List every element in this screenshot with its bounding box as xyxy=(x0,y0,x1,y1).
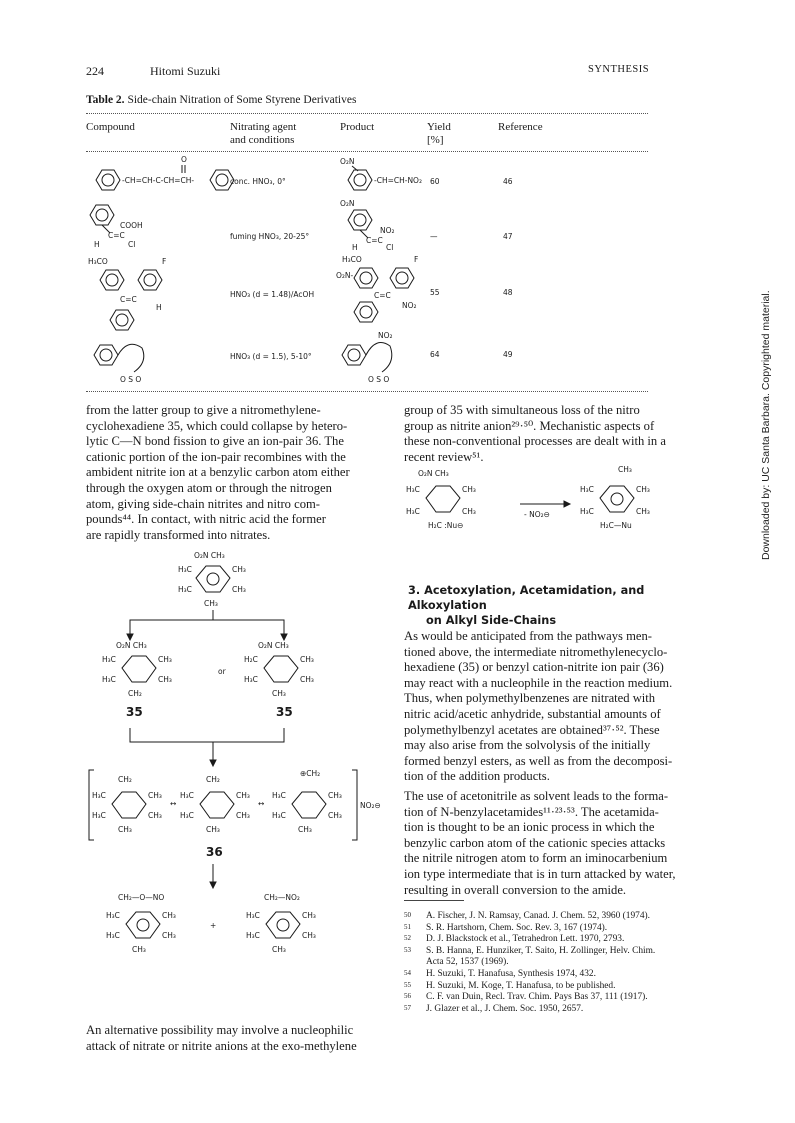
svg-text:H₃C: H₃C xyxy=(406,507,420,516)
reference-number: 50 xyxy=(404,911,411,919)
text-line: the nitrile nitrogen atom to form an iminocarbenium xyxy=(404,851,668,866)
svg-text:H: H xyxy=(352,243,358,252)
right-paragraph-1 xyxy=(404,403,704,465)
col-header-product: Product xyxy=(340,121,375,133)
row4-compound-structure xyxy=(94,344,144,384)
svg-text:CH₃: CH₃ xyxy=(158,675,172,684)
svg-text:C=C: C=C xyxy=(366,236,383,245)
left-paragraph-2 xyxy=(86,1023,386,1054)
svg-text:CH₃: CH₃ xyxy=(232,565,246,574)
row3-reference: 48 xyxy=(503,288,513,297)
compound-35-label-a: 35 xyxy=(126,705,143,719)
svg-text:C=C: C=C xyxy=(120,295,137,304)
svg-text:CH₃: CH₃ xyxy=(636,485,650,494)
compound-35-a-structure xyxy=(102,641,172,698)
svg-text:H₃C: H₃C xyxy=(92,811,106,820)
reference-item xyxy=(404,992,704,1004)
svg-text:O₂N CH₃: O₂N CH₃ xyxy=(418,469,449,478)
reference-number: 57 xyxy=(404,1003,411,1012)
col-header-agent-line1: Nitrating agent xyxy=(230,121,297,133)
svg-text:CH₃: CH₃ xyxy=(148,791,162,800)
svg-text:H₃CO: H₃CO xyxy=(342,255,362,264)
svg-text:CH₃: CH₃ xyxy=(204,599,218,608)
row1-product-structure xyxy=(340,157,422,190)
svg-text:Cl: Cl xyxy=(128,240,136,249)
row1-reference: 46 xyxy=(503,177,513,186)
svg-text:CH₃: CH₃ xyxy=(148,811,162,820)
reference-item xyxy=(404,923,704,935)
reference-item xyxy=(404,969,704,981)
svg-text:CH₃: CH₃ xyxy=(298,825,312,834)
row1-compound-structure xyxy=(96,155,234,190)
svg-text:H₃C: H₃C xyxy=(106,911,120,920)
row1-yield: 60 xyxy=(430,177,440,186)
svg-text:CH₂: CH₂ xyxy=(128,689,142,698)
svg-text:CH₃: CH₃ xyxy=(158,655,172,664)
svg-text:CH₃: CH₃ xyxy=(302,931,316,940)
svg-text:C=C: C=C xyxy=(108,231,125,240)
svg-text:H₂C :Nu⊖: H₂C :Nu⊖ xyxy=(428,521,464,530)
svg-text:-CH=CH-C-CH=CH-: -CH=CH-C-CH=CH- xyxy=(122,176,195,185)
svg-text:Cl: Cl xyxy=(386,243,394,252)
col-header-yield-line2: [%] xyxy=(427,134,444,146)
text-line: resulting in overall conversion to the amide. xyxy=(404,882,627,897)
svg-text:CH₃: CH₃ xyxy=(302,911,316,920)
svg-text:CH₃: CH₃ xyxy=(162,931,176,940)
journal-name: SYNTHESIS xyxy=(588,64,650,75)
table-structures-figure xyxy=(86,150,656,390)
nitro-product-structure xyxy=(246,893,316,954)
row4-reference: 49 xyxy=(503,350,513,359)
row4-conditions: HNO₃ (d = 1.5), 5-10° xyxy=(230,352,312,361)
svg-text:COOH: COOH xyxy=(120,221,143,230)
svg-text:H₃C: H₃C xyxy=(246,911,260,920)
svg-text:H₃C: H₃C xyxy=(406,485,420,494)
svg-text:CH₃: CH₃ xyxy=(328,811,342,820)
row3-compound-structure xyxy=(88,257,166,330)
text-line: pounds⁴⁴. In contact, with nitric acid the former xyxy=(86,512,326,527)
reference-text: S. R. Hartshorn, Chem. Soc. Rev. 3, 167 (1974). xyxy=(426,922,608,933)
svg-text:F: F xyxy=(162,257,167,266)
text-line: The use of acetonitrile as solvent leads to the forma- xyxy=(404,789,669,803)
page-number: 224 xyxy=(86,64,104,78)
svg-text:CH₃: CH₃ xyxy=(636,507,650,516)
svg-text:O₂N CH₃: O₂N CH₃ xyxy=(194,551,225,560)
svg-text:H₃C: H₃C xyxy=(246,931,260,940)
text-line: through the oxygen atom or through the nitrogen xyxy=(86,480,332,495)
svg-text:CH₃: CH₃ xyxy=(272,945,286,954)
svg-text:↔: ↔ xyxy=(170,799,177,808)
svg-text:H: H xyxy=(94,240,100,249)
compound-36-label: 36 xyxy=(206,845,223,859)
table-caption-text: Side-chain Nitration of Some Styrene Derivatives xyxy=(127,94,357,106)
row4-product-structure xyxy=(342,331,393,384)
table-bottom-rule xyxy=(86,391,648,392)
elimination-reaction-figure xyxy=(404,462,714,572)
reference-text: H. Suzuki, M. Koge, T. Hanafusa, to be published. xyxy=(426,980,616,991)
col-header-reference: Reference xyxy=(498,121,543,133)
row2-compound-structure xyxy=(90,205,143,249)
reference-text: S. B. Hanna, E. Hunziker, T. Saito, H. Zollinger, Helv. Chim. xyxy=(426,945,656,956)
svg-text:O₂N CH₃: O₂N CH₃ xyxy=(258,641,289,650)
reference-item xyxy=(404,911,704,923)
col-header-agent xyxy=(230,121,296,147)
reference-text: H. Suzuki, T. Hanafusa, Synthesis 1974, 432. xyxy=(426,968,596,979)
table-caption xyxy=(86,94,356,106)
reference-item xyxy=(404,934,704,946)
col-header-agent-line2: and conditions xyxy=(230,134,295,146)
svg-text:H₃C: H₃C xyxy=(580,507,594,516)
svg-text:H₃C: H₃C xyxy=(102,675,116,684)
svg-text:O S O: O S O xyxy=(120,375,142,384)
svg-text:H₃C: H₃C xyxy=(180,791,194,800)
section-heading xyxy=(408,583,718,628)
svg-text:NO₂: NO₂ xyxy=(378,331,393,340)
text-line: atom, giving side-chain nitrites and nitro com- xyxy=(86,496,320,511)
svg-text:H₃C: H₃C xyxy=(178,565,192,574)
section-heading-line2: on Alkyl Side-Chains xyxy=(426,614,557,627)
text-line: these non-conventional processes are dealt with in a xyxy=(404,434,666,449)
ion-pair-36-structure xyxy=(89,769,381,840)
text-line: As would be anticipated from the pathways men- xyxy=(404,629,652,643)
svg-text:H₂C—Nu: H₂C—Nu xyxy=(600,521,632,530)
svg-text:CH₃: CH₃ xyxy=(300,675,314,684)
col-header-compound: Compound xyxy=(86,121,135,133)
row3-conditions: HNO₃ (d = 1.48)/AcOH xyxy=(230,290,315,299)
svg-text:O: O xyxy=(181,155,187,164)
row2-reference: 47 xyxy=(503,232,513,241)
svg-text:C=C: C=C xyxy=(374,291,391,300)
text-line: ambident nitrite ion at a benzylic carbon atom either xyxy=(86,465,350,480)
svg-text:O₂N: O₂N xyxy=(340,199,355,208)
svg-text:CH₃: CH₃ xyxy=(300,655,314,664)
reference-text: J. Glazer et al., J. Chem. Soc. 1950, 2657. xyxy=(426,1003,584,1014)
row1-conditions: conc. HNO₃, 0° xyxy=(230,177,286,186)
download-watermark: Downloaded by: UC Santa Barbara. Copyrighted material. xyxy=(760,290,772,560)
text-line: tion is thought to be an ionic process in which the xyxy=(404,820,655,835)
svg-text:NO₂: NO₂ xyxy=(402,301,417,310)
svg-text:H₃C: H₃C xyxy=(580,485,594,494)
reaction-scheme xyxy=(86,548,386,1018)
svg-text:F: F xyxy=(414,255,419,264)
row3-yield: 55 xyxy=(430,288,440,297)
reference-item xyxy=(404,1004,704,1016)
svg-text:CH₂—NO₂: CH₂—NO₂ xyxy=(264,893,300,902)
row4-yield: 64 xyxy=(430,350,440,359)
substitution-product-structure xyxy=(580,465,650,530)
text-line: benzylic carbon atom of the cationic species attacks xyxy=(404,835,666,850)
reference-number: 54 xyxy=(404,968,411,977)
left-paragraph-1 xyxy=(86,403,386,543)
text-line: tion of N-benzylacetamides¹¹·²³·⁵³. The acetamida- xyxy=(404,804,659,819)
svg-text:NO₂⊖: NO₂⊖ xyxy=(360,801,381,810)
svg-text:CH₃: CH₃ xyxy=(462,485,476,494)
text-line: lytic C—N bond fission to give an ion-pair 36. The xyxy=(86,434,344,449)
text-line: polymethylbenzyl acetates are obtained³⁷·⁵². These xyxy=(404,722,660,737)
reference-text: Acta 52, 1537 (1969). xyxy=(426,957,509,968)
running-author: Hitomi Suzuki xyxy=(150,64,221,78)
reference-number: 52 xyxy=(404,934,411,943)
svg-text:H₃C: H₃C xyxy=(180,811,194,820)
text-line: ion type intermediate that is in turn attacked by water, xyxy=(404,866,676,881)
right-paragraph-2 xyxy=(404,629,704,785)
svg-text:H₃C: H₃C xyxy=(106,931,120,940)
svg-text:H₃CO: H₃CO xyxy=(88,257,108,266)
text-line: attack of nitrate or nitrite anions at the exo-methylene xyxy=(86,1038,357,1053)
svg-text:H: H xyxy=(156,303,162,312)
svg-text:CH₃: CH₃ xyxy=(328,791,342,800)
text-line: tioned above, the intermediate nitromethylenecyclo- xyxy=(404,644,668,659)
compound-35-label-b: 35 xyxy=(276,705,293,719)
arenium-ion-structure xyxy=(178,551,246,608)
text-line: may also arise from the solvolysis of the initially xyxy=(404,738,651,753)
col-header-yield-line1: Yield xyxy=(427,121,451,133)
svg-text:O S O: O S O xyxy=(368,375,390,384)
row3-product-structure xyxy=(336,255,418,322)
svg-text:CH₃: CH₃ xyxy=(236,791,250,800)
svg-text:H₃C: H₃C xyxy=(178,585,192,594)
svg-text:CH₃: CH₃ xyxy=(118,825,132,834)
svg-text:CH₃: CH₃ xyxy=(132,945,146,954)
svg-text:H₃C: H₃C xyxy=(272,811,286,820)
svg-text:H₃C: H₃C xyxy=(102,655,116,664)
references-list xyxy=(404,911,704,1015)
table-top-rule xyxy=(86,113,648,114)
svg-text:CH₃: CH₃ xyxy=(236,811,250,820)
svg-text:O₂N: O₂N xyxy=(340,157,355,166)
row2-product-structure xyxy=(340,199,395,252)
nitrite-ester-structure xyxy=(106,893,176,954)
svg-text:CH₂: CH₂ xyxy=(206,775,220,784)
reference-number: 53 xyxy=(404,945,411,954)
reference-text: A. Fischer, J. N. Ramsay, Canad. J. Chem. 52, 3960 (1974). xyxy=(426,911,650,921)
svg-text:CH₃: CH₃ xyxy=(618,465,632,474)
reference-number: 56 xyxy=(404,992,411,1001)
or-text: or xyxy=(218,667,226,676)
text-line: formed benzyl esters, as well as from the decomposi- xyxy=(404,753,673,768)
text-line: hexadiene (35) or benzyl cation-nitrite ion pair (36) xyxy=(404,660,664,675)
footnote-rule xyxy=(404,900,464,901)
text-line: group of 35 with simultaneous loss of the nitro xyxy=(404,403,640,417)
svg-text:H₂C: H₂C xyxy=(244,655,258,664)
reference-text: D. J. Blackstock et al., Tetrahedron Lett. 1970, 2793. xyxy=(426,934,625,945)
row2-yield: — xyxy=(430,232,438,241)
svg-text:H₃C: H₃C xyxy=(272,791,286,800)
row2-conditions: fuming HNO₃, 20-25° xyxy=(230,232,310,241)
svg-text:⊕CH₂: ⊕CH₂ xyxy=(300,769,321,778)
text-line: group as nitrite anion²⁹·⁵⁰. Mechanistic aspects of xyxy=(404,418,655,433)
text-line: cyclohexadiene 35, which could collapse by hetero- xyxy=(86,418,348,433)
svg-text:H₃C: H₃C xyxy=(92,791,106,800)
svg-text:CH₂: CH₂ xyxy=(118,775,132,784)
reactant-structure xyxy=(406,469,476,530)
svg-text:CH₃: CH₃ xyxy=(206,825,220,834)
text-line: tion of the addition products. xyxy=(404,769,550,784)
reference-number: 51 xyxy=(404,922,411,931)
table-caption-label: Table 2. xyxy=(86,94,125,106)
svg-text:↔: ↔ xyxy=(258,799,265,808)
svg-text:-CH=CH-NO₂: -CH=CH-NO₂ xyxy=(374,176,422,185)
plus-sign: + xyxy=(210,921,217,930)
arrow-label: - NO₂⊖ xyxy=(524,510,550,519)
reference-item xyxy=(404,946,704,958)
compound-35-b-structure xyxy=(244,641,314,698)
svg-text:CH₃: CH₃ xyxy=(232,585,246,594)
section-heading-line1: 3. Acetoxylation, Acetamidation, and Alkoxylation xyxy=(408,584,645,612)
svg-text:NO₂: NO₂ xyxy=(380,226,395,235)
text-line: An alternative possibility may involve a nucleophilic xyxy=(86,1023,354,1037)
reference-item-continued xyxy=(404,957,704,969)
svg-text:O₂N CH₃: O₂N CH₃ xyxy=(116,641,147,650)
svg-text:H₃C: H₃C xyxy=(244,675,258,684)
text-line: from the latter group to give a nitromethylene- xyxy=(86,403,321,417)
svg-text:CH₂—O—NO: CH₂—O—NO xyxy=(118,893,165,902)
col-header-yield xyxy=(427,121,451,147)
reference-item xyxy=(404,981,704,993)
text-line: are rapidly transformed into nitrates. xyxy=(86,527,271,542)
text-line: nitric acid/acetic anhydride, substantial amounts of xyxy=(404,706,661,721)
text-line: cationic portion of the ion-pair recombines with the xyxy=(86,449,346,464)
text-line: Thus, when polymethylbenzenes are nitrated with xyxy=(404,691,656,706)
reference-number: 55 xyxy=(404,980,411,989)
reference-text: C. F. van Duin, Recl. Trav. Chim. Pays Bas 37, 111 (1917). xyxy=(426,992,648,1003)
svg-text:O₂N-: O₂N- xyxy=(336,271,354,280)
right-paragraph-3 xyxy=(404,789,704,898)
svg-text:CH₃: CH₃ xyxy=(272,689,286,698)
text-line: recent review⁵¹. xyxy=(404,449,484,464)
svg-text:CH₃: CH₃ xyxy=(462,507,476,516)
svg-text:CH₃: CH₃ xyxy=(162,911,176,920)
text-line: may react with a nucleophile in the reaction medium. xyxy=(404,675,673,690)
